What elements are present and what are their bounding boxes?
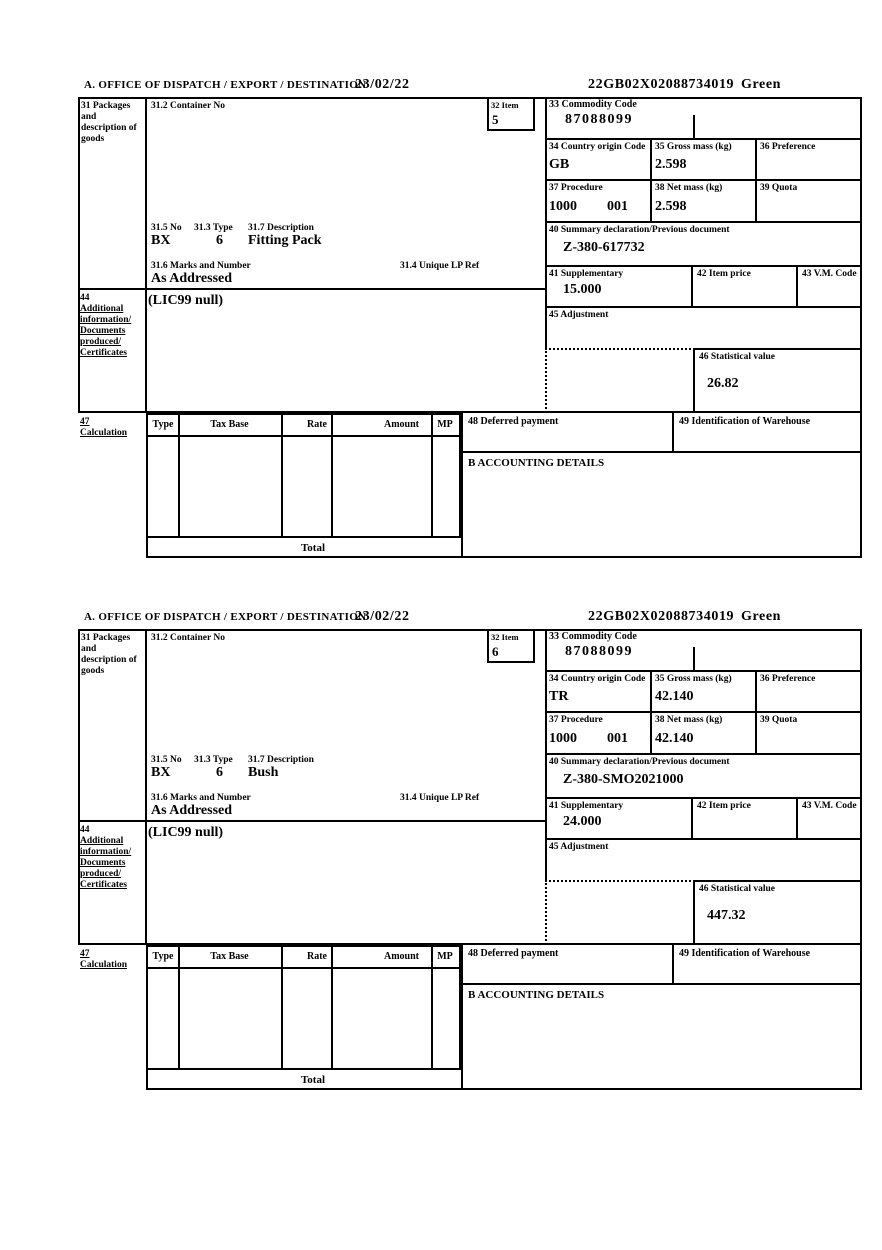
box35-label: 35 Gross mass (kg)	[655, 674, 732, 684]
box40-label: 40 Summary declaration/Previous document	[549, 757, 730, 767]
box47-calculation-label: 47 Calculation	[80, 417, 127, 438]
box33-commodity	[545, 97, 862, 140]
commodity-code-value: 87088099	[565, 112, 633, 127]
box49-warehouse	[672, 413, 862, 453]
box44-number: 44	[80, 293, 90, 303]
col-rate-header: Rate	[307, 951, 327, 962]
box41-label: 41 Supplementary	[549, 269, 624, 279]
dotted-horizontal-line	[545, 880, 695, 882]
box42-label: 42 Item price	[697, 801, 751, 811]
marks-value: As Addressed	[151, 803, 233, 818]
sub31-no-label: 31.5 No	[151, 755, 182, 765]
col-mp-header: MP	[437, 419, 453, 430]
box31-packages-label: 31 Packages and description of goods	[81, 101, 137, 144]
previous-document-value: Z-380-617732	[563, 240, 645, 255]
box32-item	[487, 629, 535, 663]
box36-label: 36 Preference	[760, 674, 816, 684]
mrn-number: 22GB02X02088734019	[588, 609, 735, 624]
net-mass-value: 2.598	[655, 199, 687, 214]
box43-vm-code	[798, 799, 862, 840]
net-mass-value: 42.140	[655, 731, 694, 746]
mrn-number: 22GB02X02088734019	[588, 77, 735, 92]
package-no-value: BX	[151, 765, 171, 780]
total-label: Total	[300, 1074, 326, 1086]
sub31-lp-ref-label: 31.4 Unique LP Ref	[400, 261, 480, 271]
box33-commodity	[545, 629, 862, 672]
table-header-rule	[148, 435, 459, 437]
table-header-rule	[148, 967, 459, 969]
statistical-value: 26.82	[707, 376, 739, 391]
box35-gross-mass	[651, 140, 757, 181]
box36-label: 36 Preference	[760, 142, 816, 152]
box34-origin	[545, 672, 652, 713]
col-type-header: Type	[152, 419, 174, 430]
statistical-value: 447.32	[707, 908, 746, 923]
box33-subdivision-line	[693, 647, 695, 672]
box45-adjustment	[545, 840, 862, 880]
country-origin-value: GB	[549, 157, 570, 172]
box44-additional-info-label: Additional information/ Documents produced/ Certificates	[80, 836, 132, 890]
sub31-description-label: 31.7 Description	[248, 223, 314, 233]
commodity-code-value: 87088099	[565, 644, 633, 659]
supplementary-value: 24.000	[563, 814, 602, 829]
box49-label: 49 Identification of Warehouse	[679, 948, 811, 959]
dotted-vertical-line	[545, 348, 547, 413]
box33-label: 33 Commodity Code	[549, 631, 637, 642]
col-type-header: Type	[152, 951, 174, 962]
box34-label: 34 Country origin Code	[549, 674, 646, 684]
additional-info-value: (LIC99 null)	[148, 825, 224, 840]
col-mp-header: MP	[437, 951, 453, 962]
accounting-details-label: B ACCOUNTING DETAILS	[468, 989, 605, 1001]
col-amount-header: Amount	[383, 951, 419, 962]
declaration-date: 23/02/22	[355, 77, 410, 92]
box31-2-container-label: 31.2 Container No	[151, 633, 225, 643]
left-column-divider	[145, 629, 147, 945]
package-type-value: 6	[216, 233, 223, 248]
box33-subdivision-line	[693, 115, 695, 140]
box40-previous-document	[545, 223, 862, 267]
col-taxbase-header: Tax Base	[210, 419, 249, 430]
box40-previous-document	[545, 755, 862, 799]
marks-value: As Addressed	[151, 271, 233, 286]
dotted-horizontal-line	[545, 348, 695, 350]
box31-2-container-label: 31.2 Container No	[151, 101, 225, 111]
box32-item-value: 6	[492, 644, 499, 659]
box49-label: 49 Identification of Warehouse	[679, 416, 811, 427]
box37-procedure	[545, 181, 652, 223]
sad-continuation-form-1	[0, 75, 882, 575]
box41-supplementary	[545, 267, 693, 308]
package-type-value: 6	[216, 765, 223, 780]
supplementary-value: 15.000	[563, 282, 602, 297]
sub31-marks-label: 31.6 Marks and Number	[151, 261, 251, 271]
box37-procedure	[545, 713, 652, 755]
calculation-table	[146, 413, 461, 538]
box36-preference	[756, 672, 862, 713]
box38-net-mass	[651, 713, 757, 755]
calculation-table	[146, 945, 461, 1070]
sub31-description-label: 31.7 Description	[248, 755, 314, 765]
box41-supplementary	[545, 799, 693, 840]
box32-item-label: 32 Item	[491, 100, 519, 110]
box43-label: 43 V.M. Code	[802, 269, 857, 279]
box45-adjustment	[545, 308, 862, 348]
country-origin-value: TR	[549, 689, 569, 704]
box33-label: 33 Commodity Code	[549, 99, 637, 110]
gross-mass-value: 2.598	[655, 157, 687, 172]
box43-vm-code	[798, 267, 862, 308]
box40-label: 40 Summary declaration/Previous document	[549, 225, 730, 235]
box45-label: 45 Adjustment	[549, 310, 609, 320]
package-description-value: Bush	[248, 765, 279, 780]
office-of-dispatch-label: A. OFFICE OF DISPATCH / EXPORT / DESTINATION	[84, 611, 367, 623]
package-no-value: BX	[151, 233, 171, 248]
box32-item-value: 5	[492, 112, 499, 127]
box34-label: 34 Country origin Code	[549, 142, 646, 152]
box39-label: 39 Quota	[760, 715, 798, 725]
box48-deferred-payment	[461, 413, 672, 453]
box32-item-label: 32 Item	[491, 632, 519, 642]
box44-top-divider	[78, 288, 545, 290]
box46-statistical-value	[693, 880, 862, 945]
col-taxbase-header: Tax Base	[210, 951, 249, 962]
sub31-marks-label: 31.6 Marks and Number	[151, 793, 251, 803]
box34-origin	[545, 140, 652, 181]
dotted-vertical-line	[545, 880, 547, 945]
office-of-dispatch-label: A. OFFICE OF DISPATCH / EXPORT / DESTINATION	[84, 79, 367, 91]
accounting-details-box	[461, 453, 862, 558]
box39-quota	[756, 181, 862, 223]
box44-top-divider	[78, 820, 545, 822]
box49-warehouse	[672, 945, 862, 985]
col-rate-header: Rate	[307, 419, 327, 430]
box38-label: 38 Net mass (kg)	[655, 183, 723, 193]
accounting-details-label: B ACCOUNTING DETAILS	[468, 457, 605, 469]
sub31-lp-ref-label: 31.4 Unique LP Ref	[400, 793, 480, 803]
procedure-extra-value: 001	[607, 731, 628, 746]
box41-label: 41 Supplementary	[549, 801, 624, 811]
col-amount-header: Amount	[383, 419, 419, 430]
box48-label: 48 Deferred payment	[468, 416, 559, 427]
box46-label: 46 Statistical value	[699, 884, 775, 894]
box44-number: 44	[80, 825, 90, 835]
box48-label: 48 Deferred payment	[468, 948, 559, 959]
previous-document-value: Z-380-SMO2021000	[563, 772, 684, 787]
box37-label: 37 Procedure	[549, 183, 603, 193]
box35-label: 35 Gross mass (kg)	[655, 142, 732, 152]
sub31-type-label: 31.3 Type	[194, 223, 233, 233]
box46-statistical-value	[693, 348, 862, 413]
box44-additional-info-label: Additional information/ Documents produced/ Certificates	[80, 304, 132, 358]
box46-label: 46 Statistical value	[699, 352, 775, 362]
procedure-extra-value: 001	[607, 199, 628, 214]
total-label: Total	[300, 542, 326, 554]
gross-mass-value: 42.140	[655, 689, 694, 704]
left-column-divider	[145, 97, 147, 413]
additional-info-value: (LIC99 null)	[148, 293, 224, 308]
box45-label: 45 Adjustment	[549, 842, 609, 852]
accounting-details-box	[461, 985, 862, 1090]
procedure-value: 1000	[549, 199, 577, 214]
box39-label: 39 Quota	[760, 183, 798, 193]
routing-status: Green	[741, 77, 782, 92]
box37-label: 37 Procedure	[549, 715, 603, 725]
routing-status: Green	[741, 609, 782, 624]
box32-item	[487, 97, 535, 131]
box39-quota	[756, 713, 862, 755]
sub31-type-label: 31.3 Type	[194, 755, 233, 765]
box38-label: 38 Net mass (kg)	[655, 715, 723, 725]
declaration-date: 23/02/22	[355, 609, 410, 624]
box35-gross-mass	[651, 672, 757, 713]
box43-label: 43 V.M. Code	[802, 801, 857, 811]
box31-packages-label: 31 Packages and description of goods	[81, 633, 137, 676]
package-description-value: Fitting Pack	[248, 233, 322, 248]
box42-label: 42 Item price	[697, 269, 751, 279]
box38-net-mass	[651, 181, 757, 223]
box36-preference	[756, 140, 862, 181]
sad-continuation-form-2	[0, 607, 882, 1107]
box47-calculation-label: 47 Calculation	[80, 949, 127, 970]
procedure-value: 1000	[549, 731, 577, 746]
box48-deferred-payment	[461, 945, 672, 985]
sub31-no-label: 31.5 No	[151, 223, 182, 233]
box42-item-price	[693, 799, 798, 840]
box42-item-price	[693, 267, 798, 308]
